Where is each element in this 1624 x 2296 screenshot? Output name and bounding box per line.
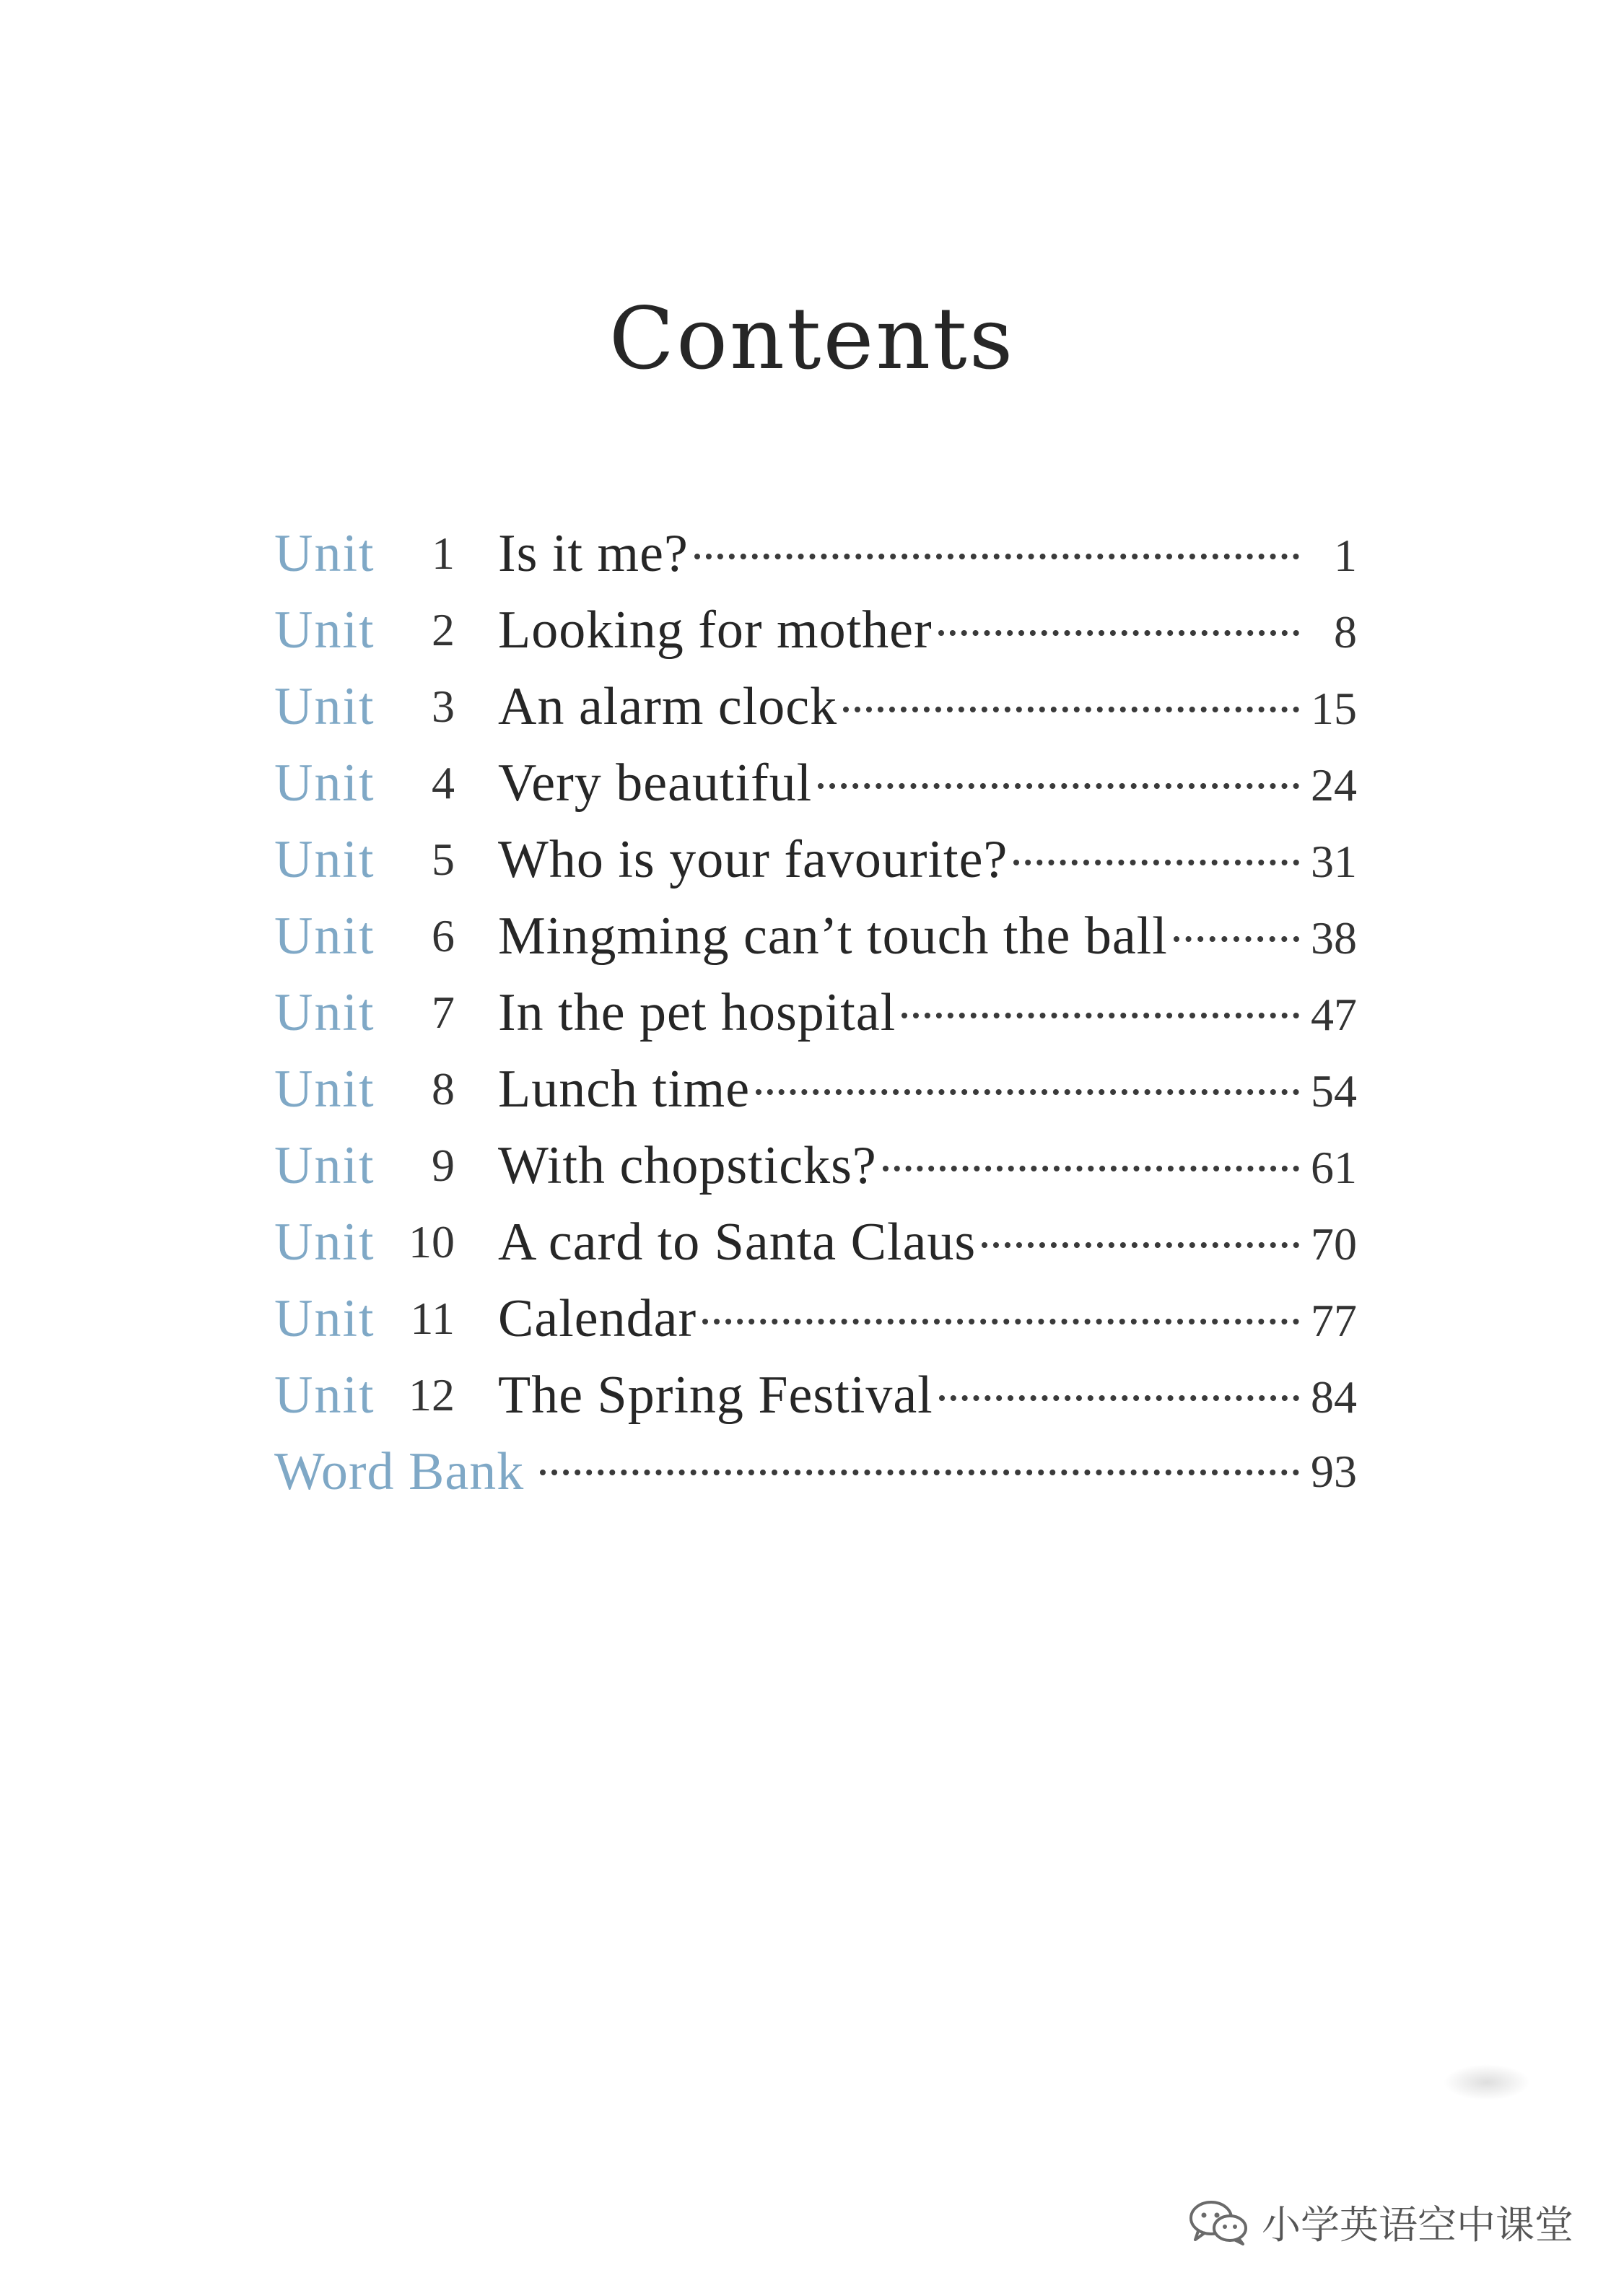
- toc-row-unit-3[interactable]: [274, 668, 1357, 745]
- unit-label: Unit: [274, 830, 375, 889]
- toc-row-unit-7[interactable]: [274, 974, 1357, 1051]
- toc-entry: [498, 1280, 1357, 1359]
- unit-label: Unit: [274, 983, 375, 1042]
- scan-smudge: [1444, 2064, 1530, 2100]
- toc-entry: [498, 515, 1357, 594]
- page-number: 24: [1311, 759, 1357, 811]
- unit-label: Unit: [274, 1060, 375, 1119]
- toc-row-unit-1[interactable]: [274, 515, 1357, 592]
- dot-leader: [818, 783, 1299, 789]
- page-number: 1: [1334, 530, 1357, 581]
- unit-label: Unit: [274, 754, 375, 813]
- unit-label: Unit: [274, 907, 375, 966]
- toc-row-unit-5[interactable]: [274, 821, 1357, 898]
- unit-number: 2: [432, 604, 455, 655]
- toc-entry: [498, 668, 1357, 747]
- toc-entry: [498, 974, 1357, 1053]
- unit-number: 6: [432, 910, 455, 961]
- toc-entry: [498, 1051, 1357, 1130]
- toc-entry: [498, 1127, 1357, 1206]
- unit-number: 11: [410, 1293, 455, 1344]
- toc-entry: [534, 1433, 1357, 1510]
- unit-title: With chopsticks?: [498, 1136, 877, 1195]
- dot-leader: [843, 707, 1299, 712]
- unit-title: Very beautiful: [498, 754, 813, 813]
- unit-number: 5: [432, 834, 455, 885]
- watermark: [1188, 2194, 1573, 2250]
- dot-leader: [756, 1089, 1299, 1095]
- unit-title: Lunch time: [498, 1060, 751, 1119]
- unit-label: Unit: [274, 524, 375, 583]
- toc-entry: [498, 898, 1357, 977]
- dot-leader: [939, 1395, 1299, 1401]
- page-number: 93: [1311, 1446, 1357, 1497]
- unit-number: 8: [432, 1063, 455, 1114]
- page-number: 31: [1311, 836, 1357, 887]
- toc-row-unit-2[interactable]: [274, 592, 1357, 668]
- toc-row-unit-6[interactable]: [274, 898, 1357, 974]
- unit-label: Unit: [274, 1136, 375, 1195]
- page-number: 77: [1311, 1295, 1357, 1346]
- toc-row-unit-8[interactable]: [274, 1051, 1357, 1127]
- unit-label: Unit: [274, 1366, 375, 1425]
- unit-label: Unit: [274, 601, 375, 660]
- page-number: 70: [1311, 1218, 1357, 1270]
- unit-title: In the pet hospital: [498, 983, 896, 1042]
- page-number: 61: [1311, 1142, 1357, 1193]
- word-bank-label: Word Bank: [274, 1442, 525, 1501]
- unit-number: 3: [432, 681, 455, 732]
- toc-row-unit-11[interactable]: [274, 1280, 1357, 1357]
- dot-leader: [1013, 860, 1299, 865]
- unit-number: 12: [409, 1369, 455, 1420]
- dot-leader: [902, 1013, 1299, 1018]
- unit-number: 10: [409, 1216, 455, 1267]
- page-number: 15: [1311, 683, 1357, 734]
- page-title: Contents: [608, 289, 1016, 388]
- page-number: 54: [1311, 1065, 1357, 1117]
- unit-label: Unit: [274, 677, 375, 736]
- dot-leader: [982, 1242, 1299, 1248]
- wechat-icon: [1188, 2199, 1249, 2245]
- page-number: 84: [1311, 1371, 1357, 1423]
- toc-entry: [498, 1357, 1357, 1436]
- dot-leader: [694, 554, 1299, 559]
- toc-entry: [498, 821, 1357, 900]
- dot-leader: [938, 630, 1299, 636]
- toc-entry: [498, 1204, 1357, 1283]
- unit-number: 9: [432, 1140, 455, 1191]
- toc-entry: [498, 592, 1357, 671]
- unit-title: Calendar: [498, 1289, 697, 1348]
- unit-title: Mingming can’t touch the ball: [498, 907, 1168, 966]
- toc-row-unit-10[interactable]: [274, 1204, 1357, 1280]
- toc-row-unit-9[interactable]: [274, 1127, 1357, 1204]
- unit-title: Looking for mother: [498, 601, 933, 660]
- page-number: 47: [1311, 989, 1357, 1040]
- page-number: 38: [1311, 912, 1357, 964]
- page-number: 8: [1334, 606, 1357, 658]
- toc-row-unit-12[interactable]: [274, 1357, 1357, 1433]
- dot-leader: [540, 1470, 1299, 1475]
- unit-number: 4: [432, 757, 455, 808]
- toc-row-word-bank[interactable]: [274, 1433, 1357, 1510]
- toc-row-unit-4[interactable]: [274, 745, 1357, 821]
- unit-number: 1: [432, 528, 455, 579]
- unit-title: Is it me?: [498, 524, 689, 583]
- unit-label: Unit: [274, 1213, 375, 1272]
- unit-title: The Spring Festival: [498, 1366, 933, 1425]
- unit-title: An alarm clock: [498, 677, 838, 736]
- unit-title: A card to Santa Claus: [498, 1213, 977, 1272]
- dot-leader: [883, 1166, 1299, 1171]
- toc-entry: [498, 745, 1357, 824]
- unit-title: Who is your favourite?: [498, 830, 1008, 889]
- dot-leader: [1174, 936, 1299, 942]
- unit-number: 7: [432, 987, 455, 1038]
- dot-leader: [702, 1319, 1299, 1324]
- watermark-text: 小学英语空中课堂: [1262, 2202, 1573, 2248]
- unit-label: Unit: [274, 1289, 375, 1348]
